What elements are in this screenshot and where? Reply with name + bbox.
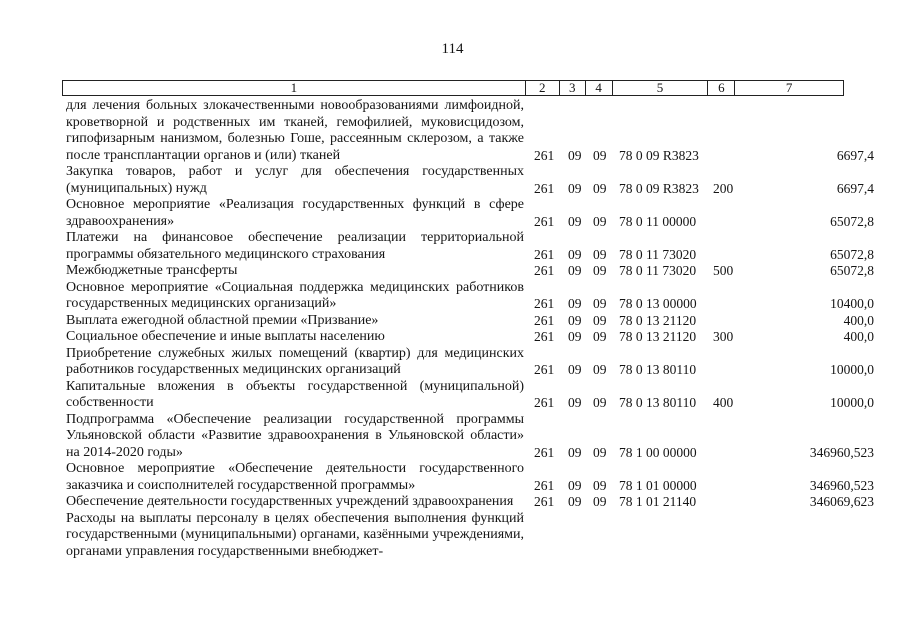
subsection-code: 09 [593,444,607,460]
row-description: Расходы на выплаты персоналу в целях обеспечения выполнения функций государственными (муниципальными) органами, казёнными учреждениями, органами управления государственными внебюджет- [66,510,524,559]
table-row [66,329,874,346]
header-col-7: 7 [734,81,843,95]
subsection-code: 09 [593,494,607,509]
amount: 400,0 [843,329,874,344]
row-description: для лечения больных злокачественными новообразованиями лимфоидной, кроветворной и родственных им тканей, гемофилией, муковисцидозом, гипофизарным нанизмом, болезнью Гоше, рассеянным склерозом, а также после трансплантации органов и (или) тканей [66,98,524,163]
table-row [66,461,874,494]
row-description: Обеспечение деятельности государственных учреждений здравоохранения [66,494,514,509]
amount: 10000,0 [830,395,874,410]
section-code: 09 [568,147,582,163]
amount: 65072,8 [830,263,874,278]
table-row [66,411,874,462]
table-row [66,164,874,197]
expense-type-code: 400 [713,395,734,410]
section-code: 09 [568,477,582,493]
row-description: Платежи на финансовое обеспечение реализации территориальной программы обязательного медицинского страхования [66,230,524,262]
row-description: Подпрограмма «Обеспечение реализации государственной программы Ульяновской области «Развитие здравоохранения в Ульяновской области» на 2014-2020 годы» [66,411,524,460]
table-row [66,98,874,164]
header-col-4: 4 [585,81,612,95]
department-code: 261 [534,494,555,509]
department-code: 261 [534,362,555,377]
amount: 10000,0 [830,362,874,377]
budget-table-body [66,98,874,560]
department-code: 261 [534,147,555,163]
target-article-code: 78 0 13 21120 [619,329,697,344]
row-description: Капитальные вложения в объекты государственной (муниципальной) собственности [66,378,524,410]
target-article-code: 78 0 11 73020 [619,246,697,262]
target-article-code: 78 0 13 00000 [619,296,697,311]
row-description: Основное мероприятие «Обеспечение деятельности государственного заказчика и соисполнителей государственной программы» [66,461,524,493]
section-code: 09 [568,362,582,377]
header-col-2: 2 [525,81,559,95]
amount: 10400,0 [830,296,874,311]
target-article-code: 78 1 01 00000 [619,477,697,493]
table-row [66,345,874,379]
subsection-code: 09 [593,263,607,278]
section-code: 09 [568,494,582,509]
target-article-code: 78 0 09 R3823 [619,180,699,196]
subsection-code: 09 [593,362,607,377]
section-code: 09 [568,444,582,460]
row-description: Основное мероприятие «Социальная поддержка медицинских работников государственных медицинских организаций» [66,279,524,311]
section-code: 09 [568,213,582,229]
table-row [66,494,874,511]
expense-type-code: 200 [713,180,734,196]
header-col-3: 3 [559,81,585,95]
target-article-code: 78 0 11 73020 [619,263,697,278]
table-row [66,312,874,330]
target-article-code: 78 0 13 80110 [619,395,697,410]
amount: 346960,523 [809,477,874,493]
section-code: 09 [568,312,582,328]
table-header [62,80,844,96]
department-code: 261 [534,444,555,460]
department-code: 261 [534,180,555,196]
department-code: 261 [534,296,555,311]
header-col-5: 5 [612,81,708,95]
department-code: 261 [534,246,555,262]
section-code: 09 [568,246,582,262]
department-code: 261 [534,312,555,328]
table-row [66,378,874,412]
department-code: 261 [534,395,555,410]
row-description: Социальное обеспечение и иные выплаты населению [66,329,385,344]
table-row [66,279,874,313]
amount: 346069,623 [809,494,874,509]
table-row [66,263,874,280]
table-row [66,511,856,561]
section-code: 09 [568,395,582,410]
target-article-code: 78 0 09 R3823 [619,147,699,163]
amount: 6697,4 [836,147,874,163]
subsection-code: 09 [593,180,607,196]
row-description: Межбюджетные трансферты [66,263,238,278]
subsection-code: 09 [593,312,607,328]
row-description: Приобретение служебных жилых помещений (квартир) для медицинских работников государственных медицинских организаций [66,345,524,377]
subsection-code: 09 [593,296,607,311]
subsection-code: 09 [593,477,607,493]
row-description: Основное мероприятие «Реализация государственных функций в сфере здравоохранения» [66,197,524,229]
row-description: Закупка товаров, работ и услуг для обеспечения государственных (муниципальных) нужд [66,164,524,196]
target-article-code: 78 0 13 80110 [619,362,697,377]
target-article-code: 78 1 00 00000 [619,444,697,460]
section-code: 09 [568,296,582,311]
subsection-code: 09 [593,395,607,410]
expense-type-code: 300 [713,329,734,344]
subsection-code: 09 [593,147,607,163]
target-article-code: 78 0 11 00000 [619,213,697,229]
target-article-code: 78 1 01 21140 [619,494,697,509]
page-number: 114 [441,41,464,57]
row-description: Выплата ежегодной областной премии «Призвание» [66,312,379,328]
department-code: 261 [534,329,555,344]
header-col-1: 1 [290,80,298,95]
table-row [66,197,874,230]
department-code: 261 [534,213,555,229]
table-row [66,230,874,263]
header-col-6: 6 [707,81,734,95]
amount: 65072,8 [830,246,874,262]
amount: 400,0 [843,312,874,328]
expense-type-code: 500 [713,263,734,278]
department-code: 261 [534,477,555,493]
department-code: 261 [534,263,555,278]
section-code: 09 [568,329,582,344]
subsection-code: 09 [593,213,607,229]
subsection-code: 09 [593,246,607,262]
amount: 6697,4 [836,180,874,196]
subsection-code: 09 [593,329,607,344]
section-code: 09 [568,263,582,278]
amount: 346960,523 [809,444,874,460]
section-code: 09 [568,180,582,196]
amount: 65072,8 [830,213,874,229]
target-article-code: 78 0 13 21120 [619,312,697,328]
